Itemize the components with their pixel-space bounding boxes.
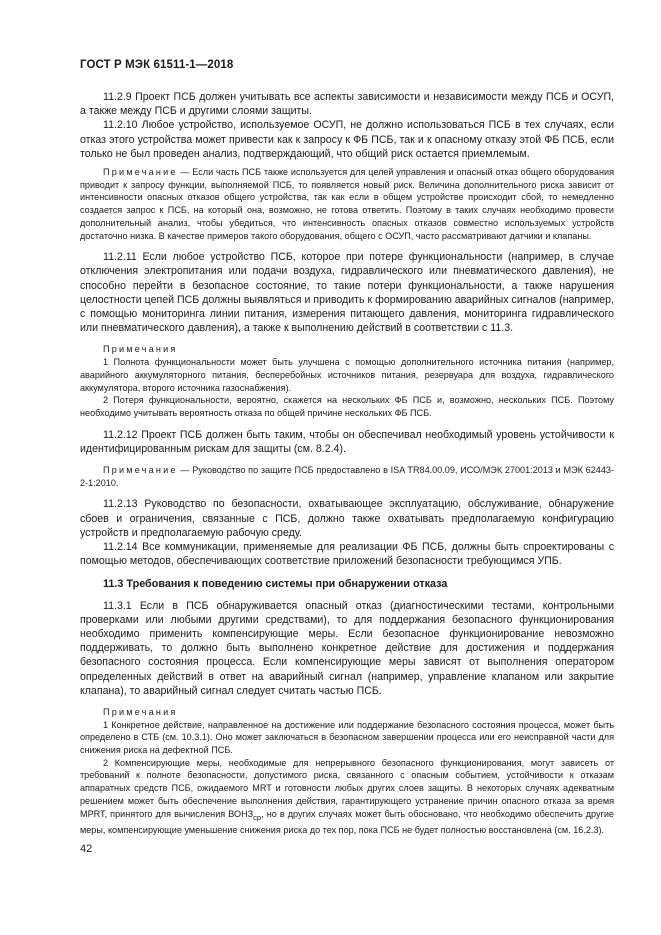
notes-title: Примечания <box>103 344 178 355</box>
note-item-2 <box>80 757 614 837</box>
document-header: ГОСТ Р МЭК 61511-1—2018 <box>80 59 234 71</box>
note-security-guidance <box>80 464 614 489</box>
paragraph-11-2-9: 11.2.9 Проект ПСБ должен учитывать все аспекты зависимости и независимости между ПСБ и ОСУП, а также между ПСБ и другими слоями защиты. <box>80 91 614 118</box>
note-label: Примечание <box>103 465 178 476</box>
paragraph-11-2-14: 11.2.14 Все коммуникации, применяемые для реализации ФБ ПСБ, должны быть спроектированы с помощью методов, обеспечивающих соответствие приложений безопасности требующимся УПБ. <box>80 541 614 568</box>
page-number: 42 <box>80 843 93 855</box>
section-heading-11-3: 11.3 Требования к поведению системы при обнаружении отказа <box>103 577 448 590</box>
note-item-2: 2 Потеря функциональности, вероятно, скажется на нескольких ФБ ПСБ и, возможно, нескольких ПСБ. Поэтому необходимо учитывать вероятность отказа по общей причине нескольких ФБ ПСБ. <box>80 395 614 418</box>
paragraph-11-3-1: 11.3.1 Если в ПСБ обнаруживается опасный отказ (диагностическими тестами, контрольными проверками или любыми другими средствами), то для поддержания безопасного функционирования необходимо применить компенсирующие меры. Если безопасное функционирование невозможно поддерживать, то должно быть выполнено конкретное действие для достижения и поддержания безопасного состояния процесса. Если компенсирующие меры зависят от выполнения оператором определенных действий в ответ на аварийный сигнал (например, управление клапаном или закрытие клапана), то аварийный сигнал следует считать частью ПСБ. <box>80 599 614 697</box>
note-text-after: , но в других случаях может быть обосновано, что необходимо обеспечить другие меры, компенсирующие уменьшение снижения риска до тех пор, пока ПСБ не будет полностью восстановлена (см. 16.2.3). <box>80 808 614 836</box>
note-item-1: 1 Полнота функциональности может быть улучшена с помощью дополнительного источника питания (например, аварийного аккумуляторного питания, бесперебойных источников питания, резервуара для воздуха, гидравлического аккумулятора, второго источника газоснабжения). <box>80 357 614 393</box>
subscript-text: ср <box>253 812 262 822</box>
paragraph-11-2-13: 11.2.13 Руководство по безопасности, охватывающее эксплуатацию, обслуживание, обнаружение сбоев и ограничения, связанные с ПСБ, должно также охватывать предполагаемую конфигурацию устройств и предполагаемую рабочую среду. <box>80 498 614 539</box>
note-item-1: 1 Конкретное действие, направленное на достижение или поддержание безопасного состояния процесса, может быть определено в СТБ (см. 10.3.1). Оно может заключаться в безопасном завершении процесса или его неисправной части для снижения риска на дефектной ПСБ. <box>80 719 614 756</box>
page-content <box>80 90 614 837</box>
paragraph-11-2-12: 11.2.12 Проект ПСБ должен быть таким, чтобы он обеспечивал необходимый уровень устойчивости к идентифицированным рискам для защиты (см. 8.2.4). <box>80 428 614 455</box>
paragraph-11-2-11: 11.2.11 Если любое устройство ПСБ, которое при потере функциональности (например, в случае отключения электропитания или подачи воздуха, гидравлического или пневматического давления), не способно перейти в безопасное состояние, то такие потери функциональности, а также нарушения целостности цепей ПСБ должны выявляться и приводить к формированию аварийных сигналов (например, с помощью мониторинга линии питания, измерения питающего давления, мониторинга гидравлического или пневматического давления), а также к выполнению действий в соответствии с 11.3. <box>80 251 614 335</box>
paragraph-11-2-10: 11.2.10 Любое устройство, используемое ОСУП, не должно использоваться ПСБ в тех случаях, если отказ этого устройства может привести как к запросу к ФБ ПСБ, так и к опасному отказу этой ФБ ПСБ, если только не был проведен анализ, подтверждающий, что общий риск остается приемлемым. <box>80 119 614 160</box>
notes-title: Примечания <box>103 706 178 717</box>
note-label: Примечание <box>103 167 178 178</box>
note-text: — Руководство по защите ПСБ предоставлено в ISA TR84.00.09, ИСО/МЭК 27001:2013 и МЭК 62443-2-1:2010. <box>80 465 614 488</box>
note-text-before: 2 Компенсирующие меры, необходимые для непрерывного безопасного функционирования, могут зависеть от требований к полноте безопасности, допустимого риска, связанного с опасным событием, устойчивости к отказам аппаратных средств ПСБ, ожидаемого MRT и готовности любых других слоев защиты. В некоторых случаях адекватным решением может быть обеспечение выполнения действия, гарантирующего устранение причин опасного отказа за время MPRT, принятого для вычисления ВОНЗ <box>80 757 614 819</box>
note-shared-equipment <box>80 166 614 242</box>
note-text: — Если часть ПСБ также используется для целей управления и опасный отказ общего оборудования приводит к запросу функции, выполняемой ПСБ, то появляется новый риск. Величина дополнительного риска зависит от интенсивности опасных отказов общего устройства, так как если в общем устройстве происходит сбой, то немедленно создается запрос к ПСБ, на который она, возможно, не готова ответить. Поэтому в таких случаях необходимо провести дополнительный анализ, чтобы убедиться, что интенсивность опасных отказов совместно используемых устройств достаточно низка. В качестве примеров такого оборудования, общего с ОСУП, часто рассматривают датчики и клапаны. <box>80 167 614 241</box>
